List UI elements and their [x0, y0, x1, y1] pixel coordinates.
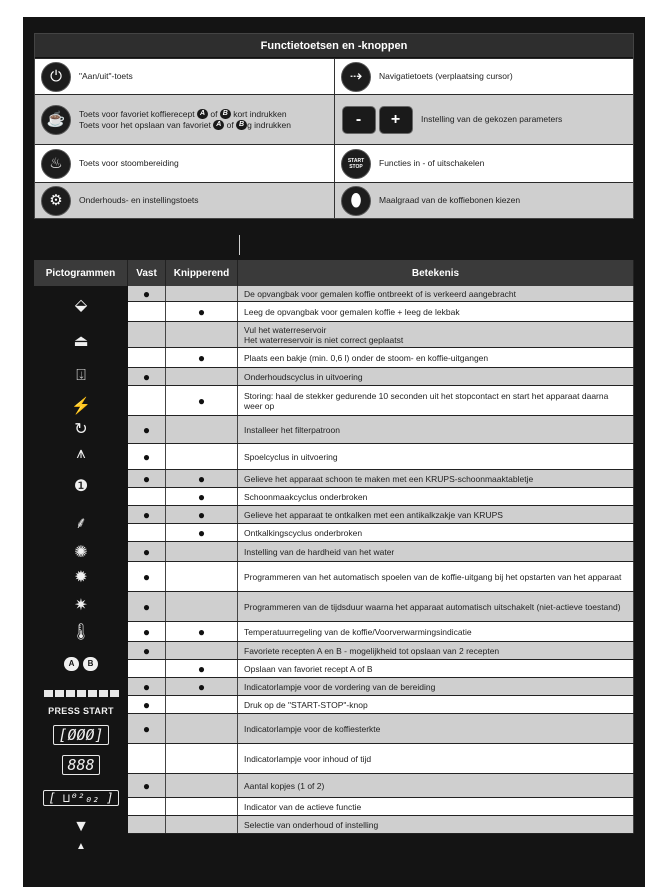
blinking-cell [166, 774, 238, 797]
cleaning-tablet-icon: ❶ [73, 478, 89, 495]
function-cell [334, 145, 633, 182]
meaning-cell: Opslaan van favoriet recept A of B [238, 660, 634, 677]
steady-cell [128, 816, 166, 833]
steady-cell: ● [128, 286, 166, 301]
selection-icon: ▲ [76, 840, 86, 852]
plus-icon: + [379, 106, 413, 134]
table-row [128, 386, 634, 416]
blinking-cell [166, 592, 238, 621]
steady-cell: ● [128, 696, 166, 713]
meaning-cell: Selectie van onderhoud of instelling [238, 816, 634, 833]
minus-plus-icon [341, 105, 413, 135]
blinking-cell [166, 368, 238, 385]
meaning-cell: Ontkalkingscyclus onderbroken [238, 524, 634, 541]
volume-time-icon: 888 [34, 750, 128, 780]
gear-icon: ⚙ [41, 186, 71, 216]
table-row [128, 368, 634, 386]
manual-page [23, 17, 645, 887]
table-row [128, 622, 634, 642]
function-label: "Aan/uit"-toets [79, 71, 133, 81]
badge-b-icon: B [236, 120, 247, 130]
divider [239, 235, 240, 255]
blinking-cell [166, 798, 238, 815]
meaning-cell: De opvangbak voor gemalen koffie ontbreekt of is verkeerd aangebracht [238, 286, 634, 301]
meaning-cell: Instelling van de hardheid van het water [238, 542, 634, 561]
start-stop-icon: START STOP [341, 149, 371, 179]
auto-off-icon: ✷ [74, 597, 88, 614]
steady-cell: ● [128, 506, 166, 523]
table-row [128, 562, 634, 592]
table-row [128, 348, 634, 368]
function-label: Instelling van de gekozen parameters [421, 114, 563, 124]
meaning-cell: Spoelcyclus in uitvoering [238, 444, 634, 469]
function-cell [334, 95, 633, 144]
blinking-cell [166, 322, 238, 347]
meaning-cell: Indicatorlampje voor de vordering van de bereiding [238, 678, 634, 695]
filter-cartridge-icon: ↻ [74, 421, 88, 438]
table-row [128, 416, 634, 444]
badge-b-icon: B [220, 109, 231, 119]
badge-a-icon: A [213, 120, 224, 130]
blinking-cell [166, 562, 238, 591]
meaning-cell: Vul het waterreservoir Het waterreservoir is niet correct geplaatst [238, 322, 634, 347]
function-label: Toets voor stoombereiding [79, 158, 179, 168]
descaling-icon: ⸙ [74, 515, 87, 532]
pictogram-column [34, 286, 128, 852]
meaning-cell: Programmeren van de tijdsduur waarna het apparaat automatisch uitschakelt (niet-actieve toestand) [238, 592, 634, 621]
function-cell [35, 145, 334, 182]
steady-cell: ● [128, 562, 166, 591]
steam-icon: ♨ [41, 149, 71, 179]
arrow-right-icon: ⇢ [341, 62, 371, 92]
cup-count-icon: [ ⊔⁰²₀₂ ] [34, 780, 128, 816]
steady-cell [128, 348, 166, 367]
steady-cell: ● [128, 368, 166, 385]
table-row [128, 322, 634, 348]
table-row [128, 744, 634, 774]
coffee-bean-icon: ⬮ [341, 186, 371, 216]
grounds-container-icon: ⬙ [74, 297, 88, 314]
rinse-icon: ⩚ [76, 445, 86, 462]
meaning-cell: Druk op de "START-STOP"-knop [238, 696, 634, 713]
meaning-cell: Installeer het filterpatroon [238, 416, 634, 443]
blinking-cell: ● [166, 488, 238, 505]
active-function-icon: ▼ [73, 818, 89, 835]
minus-icon: - [342, 106, 376, 134]
meaning-cell: Leeg de opvangbak voor gemalen koffie + leeg de lekbak [238, 302, 634, 321]
function-cell [334, 59, 633, 94]
water-hardness-icon: ✺ [74, 544, 88, 561]
progress-bar-icon [34, 684, 128, 702]
blinking-cell [166, 642, 238, 659]
steady-cell: ● [128, 542, 166, 561]
function-row [35, 182, 633, 218]
function-keys-table [34, 33, 634, 219]
steady-cell: ● [128, 470, 166, 487]
meaning-cell: Schoonmaakcyclus onderbroken [238, 488, 634, 505]
function-cell: ☕ Toets voor favoriet koffierecept A of B kort indrukken Toets voor het opslaan van favoriet A of B g indrukken [35, 95, 334, 144]
blinking-cell: ● [166, 506, 238, 523]
table-row [128, 714, 634, 744]
pictogram-table [34, 260, 634, 852]
blinking-cell [166, 444, 238, 469]
table-row [128, 816, 634, 834]
function-row [35, 58, 633, 94]
steady-cell [128, 524, 166, 541]
blinking-cell: ● [166, 386, 238, 415]
badge-a-icon: A [197, 109, 208, 119]
meaning-cell: Onderhoudscyclus in uitvoering [238, 368, 634, 385]
function-cell [334, 183, 633, 218]
table-row [128, 798, 634, 816]
thermometer-icon: 🌡 [70, 624, 92, 641]
function-label: Onderhouds- en instellingstoets [79, 195, 199, 205]
table-row [128, 302, 634, 322]
meaning-rows [128, 286, 634, 834]
meaning-cell: Programmeren van het automatisch spoelen van de koffie-uitgang bij het opstarten van het apparaat [238, 562, 634, 591]
function-row [35, 94, 633, 144]
header-steady: Vast [128, 260, 166, 286]
cup-under-spout-icon: ⍗ [76, 367, 86, 384]
steady-cell [128, 322, 166, 347]
meaning-cell: Gelieve het apparaat te ontkalken met een antikalkzakje van KRUPS [238, 506, 634, 523]
steady-cell [128, 744, 166, 773]
function-label: Maalgraad van de koffiebonen kiezen [379, 195, 521, 205]
power-icon: ⏻ [41, 62, 71, 92]
function-row [35, 144, 633, 182]
table-row [128, 774, 634, 798]
unplug-icon: ⚡ [71, 398, 91, 415]
favorite-ab-icon: A B [34, 644, 128, 684]
meaning-cell: Aantal kopjes (1 of 2) [238, 774, 634, 797]
blinking-cell: ● [166, 348, 238, 367]
table-row [128, 660, 634, 678]
table-row [128, 592, 634, 622]
blinking-cell: ● [166, 678, 238, 695]
auto-rinse-icon: ✹ [74, 569, 88, 586]
steady-cell: ● [128, 416, 166, 443]
blinking-cell: ● [166, 470, 238, 487]
header-meaning: Betekenis [238, 260, 634, 286]
header-pictograms: Pictogrammen [34, 260, 128, 286]
steady-cell [128, 660, 166, 677]
table-row [128, 542, 634, 562]
table-row [128, 470, 634, 488]
blinking-cell [166, 696, 238, 713]
meaning-cell: Gelieve het apparaat schoon te maken met een KRUPS-schoonmaaktabletje [238, 470, 634, 487]
header-blinking: Knipperend [166, 260, 238, 286]
table-row [128, 444, 634, 470]
steady-cell [128, 386, 166, 415]
table-row [128, 678, 634, 696]
blinking-cell [166, 816, 238, 833]
meaning-cell: Favoriete recepten A en B - mogelijkheid tot opslaan van 2 recepten [238, 642, 634, 659]
blinking-cell: ● [166, 524, 238, 541]
table-row [128, 524, 634, 542]
steady-cell: ● [128, 774, 166, 797]
steady-cell [128, 302, 166, 321]
blinking-cell [166, 744, 238, 773]
meaning-cell: Indicatorlampje voor de koffiesterkte [238, 714, 634, 743]
table-row [128, 506, 634, 524]
meaning-cell: Storing: haal de stekker gedurende 10 seconden uit het stopcontact en start het apparaat daarna weer op [238, 386, 634, 415]
table-row [128, 696, 634, 714]
steady-cell: ● [128, 592, 166, 621]
steady-cell: ● [128, 622, 166, 641]
blinking-cell: ● [166, 302, 238, 321]
steady-cell [128, 488, 166, 505]
blinking-cell [166, 714, 238, 743]
blinking-cell: ● [166, 622, 238, 641]
blinking-cell [166, 542, 238, 561]
steady-cell [128, 798, 166, 815]
water-tank-icon: ⏏ [73, 333, 89, 350]
steady-cell: ● [128, 444, 166, 469]
coffee-strength-icon: [ØØØ] [34, 720, 128, 750]
favorite-cup-icon: ☕ [41, 105, 71, 135]
meaning-cell: Plaats een bakje (min. 0,6 l) onder de stoom- en koffie-uitgangen [238, 348, 634, 367]
blinking-cell [166, 286, 238, 301]
table-row [128, 642, 634, 660]
pictogram-table-header [34, 260, 634, 286]
table-row [128, 488, 634, 506]
function-label: Navigatietoets (verplaatsing cursor) [379, 71, 513, 81]
function-keys-title: Functietoetsen en -knoppen [35, 34, 633, 58]
function-cell [35, 183, 334, 218]
blinking-cell [166, 416, 238, 443]
steady-cell: ● [128, 714, 166, 743]
function-label: Functies in - of uitschakelen [379, 158, 485, 168]
steady-cell: ● [128, 642, 166, 659]
table-row [128, 286, 634, 302]
press-start-label: PRESS START [48, 706, 114, 716]
meaning-cell: Indicatorlampje voor inhoud of tijd [238, 744, 634, 773]
meaning-cell: Indicator van de actieve functie [238, 798, 634, 815]
steady-cell: ● [128, 678, 166, 695]
meaning-cell: Temperatuurregeling van de koffie/Voorverwarmingsindicatie [238, 622, 634, 641]
blinking-cell: ● [166, 660, 238, 677]
function-cell [35, 59, 334, 94]
